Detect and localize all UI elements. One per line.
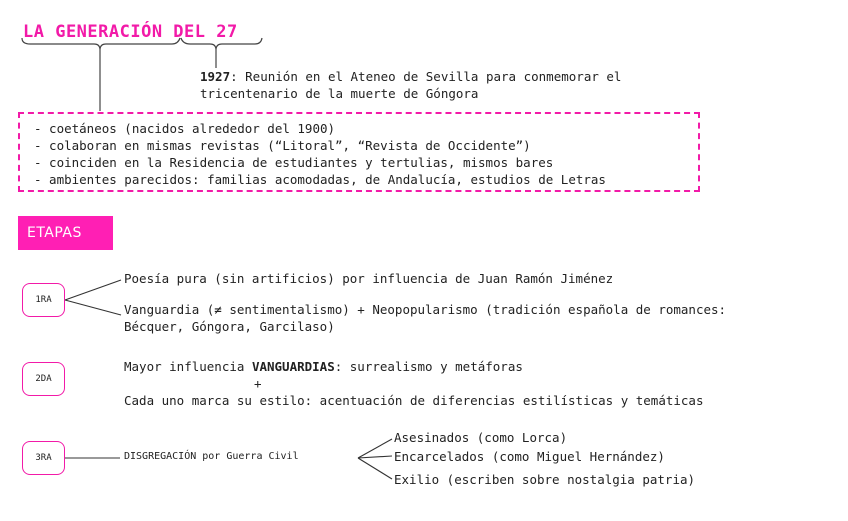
stage2-box: [22, 362, 65, 396]
stage2-line1-bold: VANGUARDIAS: [251, 359, 335, 374]
stage3-outcome: Encarcelados (como Miguel Hernández): [394, 449, 665, 464]
feature-item: - colaboran en mismas revistas (“Litoral”, “Revista de Occidente”): [34, 138, 531, 153]
note-year: 1927: [200, 69, 231, 84]
stage1-branch-upper: [65, 280, 121, 300]
stage1-label: 1RA: [35, 295, 52, 305]
stage3-outcome: Exilio (escriben sobre nostalgia patria): [394, 472, 696, 487]
stage3-cause: DISGREGACIÓN por Guerra Civil: [124, 451, 299, 462]
features-box: [18, 112, 700, 192]
stage2-line1-post: : surrealismo y metáforas: [334, 359, 523, 374]
stage1-branch1-text: Poesía pura (sin artificios) por influencia de Juan Ramón Jiménez: [124, 271, 614, 286]
stage2-line2: Cada uno marca su estilo: acentuación de diferencias estilísticas y temáticas: [124, 393, 704, 408]
stage3-branch-middle: [358, 456, 392, 458]
page-title: LA GENERACIÓN DEL 27: [23, 22, 238, 42]
stage3-branch-upper: [358, 439, 392, 458]
stage2-line1-pre: Mayor influencia: [124, 359, 252, 374]
stage2-label: 2DA: [35, 374, 52, 384]
note-line2: tricentenario de la muerte de Góngora: [200, 86, 479, 101]
date-note: [200, 68, 621, 102]
stage2-plus: +: [254, 376, 262, 391]
etapas-heading: ETAPAS: [18, 216, 113, 250]
note-line1: : Reunión en el Ateneo de Sevilla para conmemorar el: [230, 69, 622, 84]
feature-item: - coetáneos (nacidos alrededor del 1900): [34, 121, 336, 136]
stage3-branch-lower: [358, 458, 392, 479]
stage3-outcome: Asesinados (como Lorca): [394, 430, 568, 445]
stage1-box: [22, 283, 65, 317]
feature-item: - coinciden en la Residencia de estudiantes y tertulias, mismos bares: [34, 155, 554, 170]
stage1-branch-lower: [65, 300, 121, 315]
stage3-box: [22, 441, 65, 475]
feature-item: - ambientes parecidos: familias acomodadas, de Andalucía, estudios de Letras: [34, 172, 606, 187]
stage3-label: 3RA: [35, 453, 52, 463]
stage1-branch2-line1: Vanguardia (≠ sentimentalismo) + Neopopularismo (tradición española de romances:: [124, 302, 727, 317]
stage1-branch2-line2: Bécquer, Góngora, Garcilaso): [124, 319, 335, 334]
stage2-line1: [124, 359, 523, 374]
